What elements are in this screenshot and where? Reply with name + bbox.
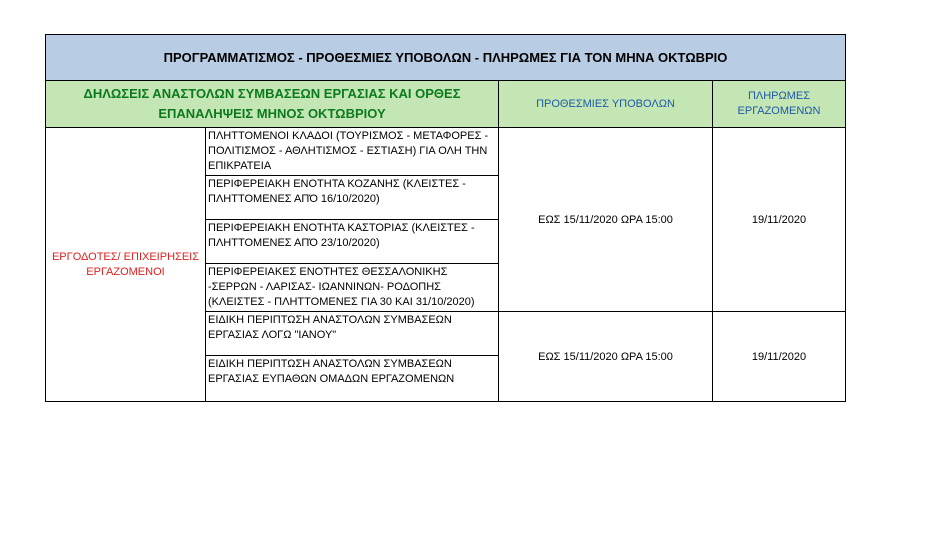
list-item: ΕΙΔΙΚΗ ΠΕΡΙΠΤΩΣΗ ΑΝΑΣΤΟΛΩΝ ΣΥΜΒΑΣΕΩΝ ΕΡΓΑΣΙΑΣ ΕΥΠΑΘΩΝ ΟΜΑΔΩΝ ΕΡΓΑΖΟΜΕΝΩΝ	[206, 356, 499, 402]
deadline-cell: ΕΩΣ 15/11/2020 ΩΡΑ 15:00	[499, 128, 713, 312]
deadline-cell: ΕΩΣ 15/11/2020 ΩΡΑ 15:00	[499, 312, 713, 402]
list-item: ΠΕΡΙΦΕΡΕΙΑΚΗ ΕΝΟΤΗΤΑ ΚΟΖΑΝΗΣ (ΚΛΕΙΣΤΕΣ - ΠΛΗΤΤΟΜΕΝΕΣ ΑΠΌ 16/10/2020)	[206, 176, 499, 220]
payment-cell: 19/11/2020	[713, 312, 846, 402]
schedule-table	[45, 34, 846, 402]
header-deadlines: ΠΡΟΘΕΣΜΙΕΣ ΥΠΟΒΟΛΩΝ	[499, 81, 713, 128]
employer-label: ΕΡΓΟΔΟΤΕΣ/ ΕΠΙΧΕΙΡΗΣΕΙΣ ΕΡΓΑΖΟΜΕΝΟΙ	[46, 128, 206, 402]
list-item: ΠΕΡΙΦΕΡΕΙΑΚΕΣ ΕΝΟΤΗΤΕΣ ΘΕΣΣΑΛΟΝΙΚΗΣ -ΣΕΡΡΩΝ - ΛΑΡΙΣΑΣ- ΙΩΑΝΝΙΝΩΝ- ΡΟΔΟΠΗΣ (ΚΛΕΙΣΤΕΣ - ΠΛΗΤΤΟΜΕΝΕΣ ΓΙΑ 30 ΚΑΙ 31/10/2020)	[206, 264, 499, 312]
header-declarations: ΔΗΛΩΣΕΙΣ ΑΝΑΣΤΟΛΩΝ ΣΥΜΒΑΣΕΩΝ ΕΡΓΑΣΙΑΣ ΚΑΙ ΟΡΘΕΣ ΕΠΑΝΑΛΗΨΕΙΣ ΜΗΝΟΣ ΟΚΤΩΒΡΙΟΥ	[46, 81, 499, 128]
payment-cell: 19/11/2020	[713, 128, 846, 312]
list-item: ΠΛΗΤΤΟΜΕΝΟΙ ΚΛΑΔΟΙ (ΤΟΥΡΙΣΜΟΣ - ΜΕΤΑΦΟΡΕΣ - ΠΟΛΙΤΙΣΜΟΣ - ΑΘΛΗΤΙΣΜΟΣ - ΕΣΤΙΑΣΗ) ΓΙΑ ΟΛΗ ΤΗΝ ΕΠΙΚΡΑΤΕΙΑ	[206, 128, 499, 176]
list-item: ΕΙΔΙΚΗ ΠΕΡΙΠΤΩΣΗ ΑΝΑΣΤΟΛΩΝ ΣΥΜΒΑΣΕΩΝ ΕΡΓΑΣΙΑΣ ΛΟΓΩ "ΙΑΝΟΥ"	[206, 312, 499, 356]
list-item: ΠΕΡΙΦΕΡΕΙΑΚΗ ΕΝΟΤΗΤΑ ΚΑΣΤΟΡΙΑΣ (ΚΛΕΙΣΤΕΣ - ΠΛΗΤΤΟΜΕΝΕΣ ΑΠΌ 23/10/2020)	[206, 220, 499, 264]
table-title: ΠΡΟΓΡΑΜΜΑΤΙΣΜΟΣ - ΠΡΟΘΕΣΜΙΕΣ ΥΠΟΒΟΛΩΝ - ΠΛΗΡΩΜΕΣ ΓΙΑ ΤΟΝ ΜΗΝΑ ΟΚΤΩΒΡΙΟ	[46, 35, 846, 81]
header-payments: ΠΛΗΡΩΜΕΣ ΕΡΓΑΖΟΜΕΝΩΝ	[713, 81, 846, 128]
